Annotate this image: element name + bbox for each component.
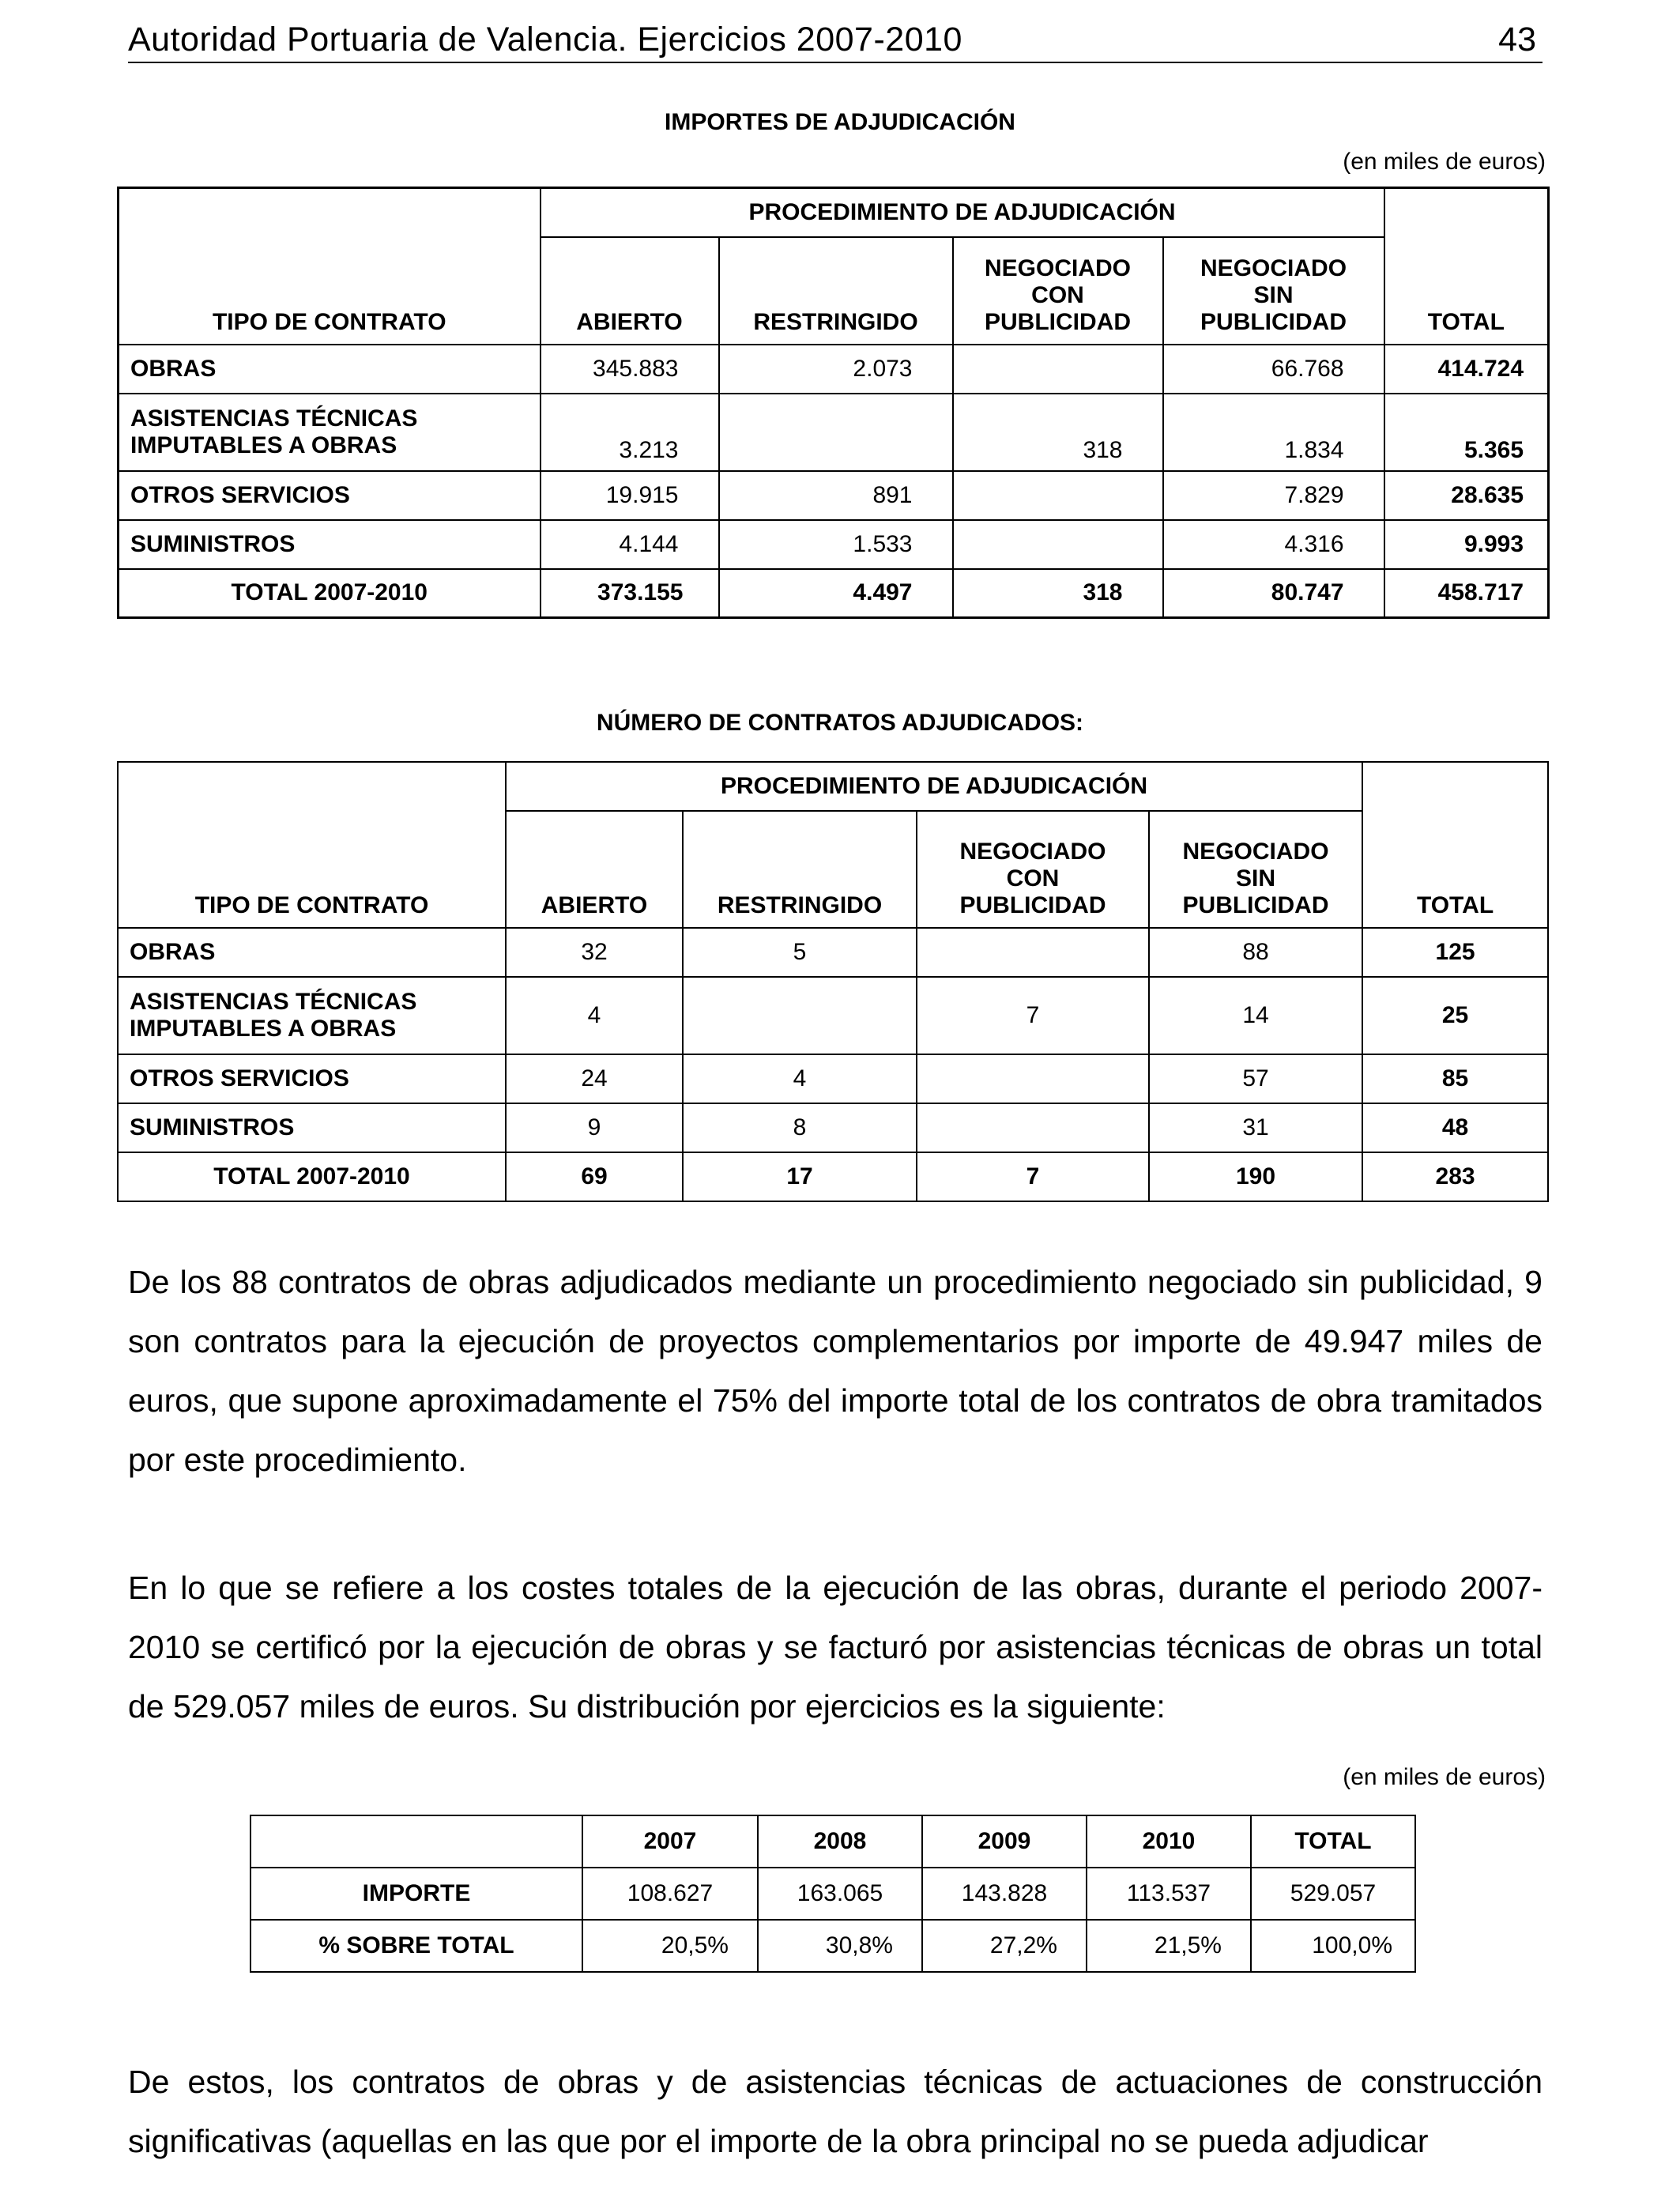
paragraph-2: En lo que se refiere a los costes totales de la ejecución de las obras, durante el periodo 2007-2010 se certificó por la ejecución de obras y se facturó por asistencias técnicas de obras un total de 529.057 miles de euros. Su distribución por ejercicios es la siguiente: (128, 1570, 1543, 1725)
cell: 2.073 (719, 345, 953, 394)
cell (917, 928, 1149, 977)
col-negociado-sin-header: NEGOCIADO SIN PUBLICIDAD (1149, 811, 1362, 928)
cell: 163.065 (758, 1868, 922, 1920)
col-header: TOTAL (1251, 1815, 1415, 1868)
col-header: 2009 (922, 1815, 1087, 1868)
cell: 7.829 (1163, 471, 1384, 520)
document-title: Autoridad Portuaria de Valencia. Ejercicios 2007-2010 (128, 21, 962, 58)
cell: 85 (1362, 1054, 1548, 1103)
cell (683, 977, 917, 1054)
cell: 4.144 (541, 520, 719, 569)
table-row (118, 928, 1548, 977)
cell (953, 345, 1163, 394)
table3-units: (en miles de euros) (1343, 1764, 1546, 1790)
table-row (118, 977, 1548, 1054)
cell: 20,5% (582, 1920, 758, 1972)
cell: 345.883 (541, 345, 719, 394)
table-row (118, 1103, 1548, 1152)
cell: 190 (1149, 1152, 1362, 1201)
cell: 24 (506, 1054, 683, 1103)
cell: 7 (917, 977, 1149, 1054)
cell: 17 (683, 1152, 917, 1201)
col-abierto-header: ABIERTO (506, 811, 683, 928)
col-negociado-sin-header: NEGOCIADO SIN PUBLICIDAD (1163, 237, 1384, 345)
cell (953, 471, 1163, 520)
paragraph-3: De estos, los contratos de obras y de asistencias técnicas de actuaciones de construcción significativas (aquellas en las que por el importe de la obra principal no se pueda adjudicar (128, 2064, 1543, 2159)
table-row (250, 1920, 1415, 1972)
cell (917, 1054, 1149, 1103)
cell: 57 (1149, 1054, 1362, 1103)
cell: 9 (506, 1103, 683, 1152)
group-header: PROCEDIMIENTO DE ADJUDICACIÓN (541, 188, 1384, 237)
col-total-header: TOTAL (1362, 762, 1548, 928)
contratos-table (117, 761, 1549, 1202)
col-header: 2008 (758, 1815, 922, 1868)
col-restringido-header: RESTRINGIDO (719, 237, 953, 345)
paragraph-1: De los 88 contratos de obras adjudicados mediante un procedimiento negociado sin publicidad, 9 son contratos para la ejecución de proyectos complementarios por importe de 49.947 miles de euros, que supone aproximadamente el 75% del importe total de los contratos de obra tramitados por este procedimiento. (128, 1264, 1543, 1478)
cell: 30,8% (758, 1920, 922, 1972)
col-negociado-con-header: NEGOCIADO CON PUBLICIDAD (917, 811, 1149, 928)
row-label: SUMINISTROS (118, 1103, 506, 1152)
row-label: OTROS SERVICIOS (118, 1054, 506, 1103)
cell: 143.828 (922, 1868, 1087, 1920)
cell: 8 (683, 1103, 917, 1152)
cell (917, 1103, 1149, 1152)
cell (953, 520, 1163, 569)
cell: 318 (953, 569, 1163, 618)
row-label: SUMINISTROS (119, 520, 541, 569)
cell: 5.365 (1384, 394, 1549, 471)
col-header: 2007 (582, 1815, 758, 1868)
row-label: OBRAS (119, 345, 541, 394)
cell: 28.635 (1384, 471, 1549, 520)
table-row (119, 345, 1549, 394)
cell: 1.533 (719, 520, 953, 569)
col-abierto-header: ABIERTO (541, 237, 719, 345)
cell: 113.537 (1087, 1868, 1251, 1920)
cell: 373.155 (541, 569, 719, 618)
table1-units: (en miles de euros) (1343, 149, 1546, 175)
total-row-label: TOTAL 2007-2010 (119, 569, 541, 618)
total-row-label: TOTAL 2007-2010 (118, 1152, 506, 1201)
cell: 31 (1149, 1103, 1362, 1152)
page-header (128, 17, 1543, 63)
col-tipo-header: TIPO DE CONTRATO (118, 762, 506, 928)
table-row (118, 1054, 1548, 1103)
cell: 5 (683, 928, 917, 977)
page-number: 43 (1498, 21, 1536, 58)
cell: 7 (917, 1152, 1149, 1201)
group-header: PROCEDIMIENTO DE ADJUDICACIÓN (506, 762, 1362, 811)
cell: 27,2% (922, 1920, 1087, 1972)
table1-title: IMPORTES DE ADJUDICACIÓN (665, 109, 1015, 135)
row-label: ASISTENCIAS TÉCNICAS IMPUTABLES A OBRAS (119, 394, 541, 471)
cell: 891 (719, 471, 953, 520)
cell: 14 (1149, 977, 1362, 1054)
table-row (119, 394, 1549, 471)
cell: 88 (1149, 928, 1362, 977)
cell: 69 (506, 1152, 683, 1201)
cell: 458.717 (1384, 569, 1549, 618)
col-total-header: TOTAL (1384, 188, 1549, 345)
row-label: OTROS SERVICIOS (119, 471, 541, 520)
cell: 4.497 (719, 569, 953, 618)
cell: 19.915 (541, 471, 719, 520)
table-row (119, 520, 1549, 569)
importes-table (117, 187, 1550, 619)
cell: 125 (1362, 928, 1548, 977)
cell: 100,0% (1251, 1920, 1415, 1972)
row-label: % SOBRE TOTAL (250, 1920, 582, 1972)
cell: 48 (1362, 1103, 1548, 1152)
table-row (250, 1868, 1415, 1920)
cell: 108.627 (582, 1868, 758, 1920)
cell: 414.724 (1384, 345, 1549, 394)
empty-header-cell (250, 1815, 582, 1868)
cell: 25 (1362, 977, 1548, 1054)
cell: 9.993 (1384, 520, 1549, 569)
cell: 318 (953, 394, 1163, 471)
cell: 4.316 (1163, 520, 1384, 569)
cell (719, 394, 953, 471)
ejercicios-table (250, 1815, 1416, 1973)
cell: 80.747 (1163, 569, 1384, 618)
cell: 4 (683, 1054, 917, 1103)
cell: 21,5% (1087, 1920, 1251, 1972)
cell: 4 (506, 977, 683, 1054)
cell: 529.057 (1251, 1868, 1415, 1920)
row-label: ASISTENCIAS TÉCNICAS IMPUTABLES A OBRAS (118, 977, 506, 1054)
cell: 66.768 (1163, 345, 1384, 394)
cell: 283 (1362, 1152, 1548, 1201)
col-tipo-header: TIPO DE CONTRATO (119, 188, 541, 345)
row-label: IMPORTE (250, 1868, 582, 1920)
total-row (119, 569, 1549, 618)
total-row (118, 1152, 1548, 1201)
row-label: OBRAS (118, 928, 506, 977)
col-restringido-header: RESTRINGIDO (683, 811, 917, 928)
col-header: 2010 (1087, 1815, 1251, 1868)
cell: 1.834 (1163, 394, 1384, 471)
table-row (119, 471, 1549, 520)
col-negociado-con-header: NEGOCIADO CON PUBLICIDAD (953, 237, 1163, 345)
cell: 32 (506, 928, 683, 977)
cell: 3.213 (541, 394, 719, 471)
table2-title: NÚMERO DE CONTRATOS ADJUDICADOS: (596, 710, 1084, 736)
